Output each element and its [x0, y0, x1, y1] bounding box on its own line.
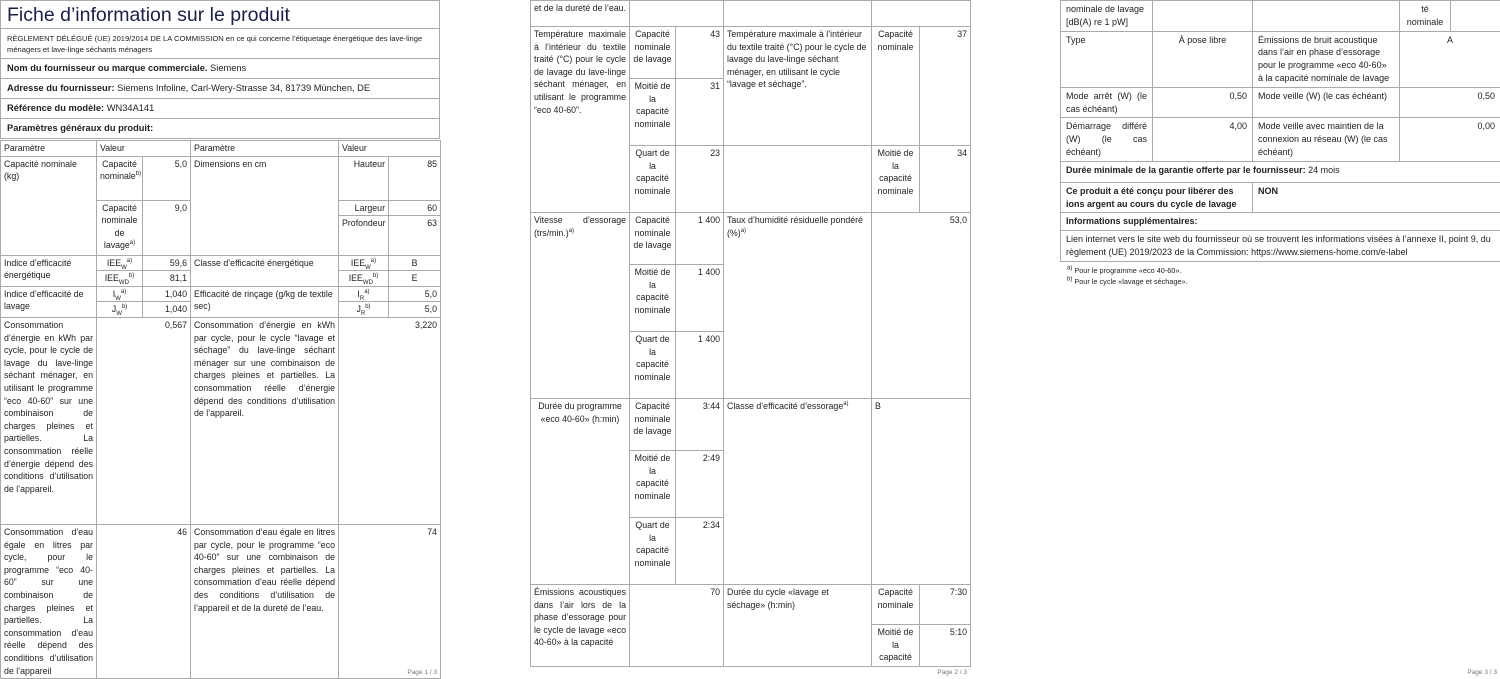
page-number: Page 1 / 3 — [407, 668, 437, 676]
dimensions-label: Dimensions en cm — [191, 156, 339, 255]
noise-class-label: Émissions de bruit acoustique dans l’air en phase d’essorage pour le programme «eco 40-60» à la capacité nominale de lavage — [1253, 31, 1400, 87]
page-3 — [1060, 0, 1500, 679]
temp-dry-value: 37 — [920, 27, 971, 146]
temp-value: 31 — [676, 79, 724, 146]
warranty-row — [1061, 161, 1500, 182]
warranty-value: 24 mois — [1308, 164, 1340, 175]
width-depth-values — [389, 200, 441, 255]
temp-sub-label: Quart de la capacité nominale — [630, 146, 676, 213]
duration-value: 3:44 — [676, 399, 724, 451]
width-label: Largeur — [339, 201, 388, 217]
table-row — [531, 1, 971, 27]
depth-value: 63 — [427, 218, 437, 229]
class-wd-symbol: $IEE_{WD}^{b)}$ — [339, 271, 389, 287]
duration-sub-label: Moitié de la capacité nominale — [630, 451, 676, 518]
energy-wash-value: 0,567 — [97, 317, 191, 524]
general-params-line — [0, 119, 440, 139]
model-line — [0, 99, 440, 119]
spin-value: 1 400 — [676, 332, 724, 399]
jr-value: 5,0 — [389, 302, 441, 318]
noise-value: 70 — [630, 585, 724, 667]
energy-dry-label: Consommation d’énergie en kWh par cycle, pour le cycle “lavage et séchage” du lave-linge séchant ménager sur une combinaison de charges pleines et partielles. La consommation réelle d’énergie dépend des conditions d’utilisation de l’appareil. — [191, 317, 339, 524]
supplier-label: Nom du fournisseur ou marque commerciale. — [7, 63, 208, 73]
width-value: 60 — [389, 201, 440, 217]
moisture-label: Taux d’humidité résiduelle pondéré (%)$^{a)}$ — [724, 213, 872, 399]
general-params-label: Paramètres généraux du produit: — [7, 123, 154, 133]
water-wash-value: 46 — [97, 524, 191, 678]
class-w-value: B — [389, 255, 441, 271]
iw-value: 1,040 — [143, 286, 191, 302]
additional-info-label: Informations supplémentaires: — [1061, 213, 1500, 231]
spin-sub-label: Capacité nominale de lavage — [630, 213, 676, 265]
capacity-label: Capacité nominale (kg) — [1, 156, 97, 255]
jr-symbol: $J_R^{b)}$ — [339, 302, 389, 318]
ir-symbol: $I_R^{a)}$ — [339, 286, 389, 302]
temp-wash-label: Température maximale à l’intérieur du textile traité (°C) pour le cycle de lavage du lave-linge séchant ménager, en utilisant le programme “eco 40-60”. — [531, 27, 630, 213]
table-row — [1061, 31, 1500, 87]
cycle-value: 5:10 — [920, 625, 971, 667]
table-row — [1, 317, 441, 524]
supplier-line — [0, 59, 440, 79]
capacity-sub-label: Capacité nominale$^{b)}$ — [97, 156, 143, 200]
silver-ions-label: Ce produit a été conçu pour libérer des ions argent au cours du cycle de lavage — [1061, 182, 1253, 213]
network-standby-value: 0,00 — [1400, 118, 1500, 161]
noise-class-value: A — [1400, 31, 1500, 87]
capacity-wash-sub-label: Capacité nominale de lavage$^{a)}$ — [97, 200, 143, 255]
model-value: WN34A141 — [106, 103, 155, 113]
type-label: Type — [1061, 31, 1153, 87]
programme-duration-label: Durée du programme «eco 40-60» (h:min) — [531, 399, 630, 585]
delay-start-value: 4,00 — [1153, 118, 1253, 161]
table-row — [1061, 231, 1500, 262]
temp-sub-label: Moitié de la capacité nominale — [630, 79, 676, 146]
spin-class-value: B — [872, 399, 971, 585]
table-row — [531, 399, 971, 451]
noise-unit-carry: nominale de lavage [dB(A) re 1 pW] — [1061, 1, 1153, 32]
iee-label: Indice d’efficacité énergétique — [1, 255, 97, 286]
page-title: Fiche d’information sur le produit — [0, 0, 440, 29]
temp-value: 43 — [676, 27, 724, 79]
duration-value: 2:34 — [676, 518, 724, 585]
address-label: Adresse du fournisseur: — [7, 83, 115, 93]
page-number: Page 2 / 3 — [937, 668, 967, 676]
water-wash-label: Consommation d’eau égale en litres par cycle, pour le programme “eco 40-60” sur une combinaison de charges pleines et partielles. La consommation d’eau réelle dépend des conditions d’utilisation de l’appareil — [1, 524, 97, 678]
table-row — [1, 255, 441, 271]
regulation-text: RÈGLEMENT DÉLÉGUÉ (UE) 2019/2014 DE LA COMMISSION en ce qui concerne l’étiquetage énergétique des lave-linge ménagers et lave-linge séchants ménagers — [0, 29, 440, 59]
spin-class-label: Classe d’efficacité d’essorage$^{a)}$ — [724, 399, 872, 585]
water-dry-label: Consommation d’eau égale en litres par cycle, pour le programme “eco 40-60” sur une combinaison de charges pleines et partielles. La consommation d’eau réelle dépend des conditions d’utilisation de l’appareil et de la dureté de l’eau. — [191, 524, 339, 678]
jw-symbol: $J_W^{b)}$ — [97, 302, 143, 318]
parameters-table — [0, 140, 441, 679]
water-dry-value: 74 — [339, 524, 441, 678]
table-row — [1, 286, 441, 302]
parameters-table-continued — [530, 0, 971, 667]
temp-value: 23 — [676, 146, 724, 213]
table-row — [1061, 1, 1500, 32]
iee-w-value: 59,6 — [143, 255, 191, 271]
class-wd-value: E — [389, 271, 441, 287]
network-standby-label: Mode veille avec maintien de la connexion au réseau (W) (le cas échéant) — [1253, 118, 1400, 161]
iee-wd-symbol: $IEE_{WD}^{b)}$ — [97, 271, 143, 287]
ir-value: 5,0 — [389, 286, 441, 302]
delay-start-label: Démarrage différé (W) (le cas échéant) — [1061, 118, 1153, 161]
silver-ions-value: NON — [1253, 182, 1500, 213]
table-row — [1061, 87, 1500, 118]
jw-value: 1,040 — [143, 302, 191, 318]
spin-value: 1 400 — [676, 265, 724, 332]
page-number: Page 3 / 3 — [1467, 668, 1497, 676]
spin-sub-label: Quart de la capacité nominale — [630, 332, 676, 399]
cycle-duration-label: Durée du cycle «lavage et séchage» (h:min) — [724, 585, 872, 667]
page-2 — [530, 0, 970, 679]
noise-label: Émissions acoustiques dans l’air lors de la phase d’essorage pour le cycle de lavage «eco 40-60» à la capacité — [531, 585, 630, 667]
cycle-value: 7:30 — [920, 585, 971, 625]
footnote-b: $^{b)}$ Pour le cycle «lavage et séchage». — [1067, 276, 1188, 286]
cycle-sub-label: Moitié de la capacité — [872, 625, 920, 667]
footnotes — [1060, 262, 1500, 290]
warranty-label: Durée minimale de la garantie offerte par le fournisseur: — [1066, 164, 1306, 175]
table-row — [1061, 213, 1500, 231]
iee-wd-value: 81,1 — [143, 271, 191, 287]
depth-label: Profondeur — [342, 218, 386, 229]
standby-value: 0,50 — [1400, 87, 1500, 118]
table-row — [1, 524, 441, 678]
model-label: Référence du modèle: — [7, 103, 105, 113]
header-value-1: Valeur — [97, 141, 191, 157]
spin-sub-label: Moitié de la capacité nominale — [630, 265, 676, 332]
duration-sub-label: Capacité nominale de lavage — [630, 399, 676, 451]
capacity-value: 5,0 — [143, 156, 191, 200]
table-row — [531, 27, 971, 79]
additional-info-text: Lien internet vers le site web du fournisseur où se trouvent les informations visées à l’annexe II, point 9, du règlement (UE) 2019/2023 de la Commission: https://www.siemens-home.com/e-label — [1061, 231, 1500, 262]
spin-speed-label: Vitesse d’essorage $(trs/\min.)^{a)}$ — [531, 213, 630, 399]
iee-w-symbol: $IEE_W^{a)}$ — [97, 255, 143, 271]
temp-dry-value: 34 — [920, 146, 971, 213]
temp-dry-sub-label: Capacité nominale — [872, 27, 920, 146]
table-header-row — [1, 141, 441, 157]
wash-index-label: Indice d’efficacité de lavage — [1, 286, 97, 317]
parameters-table-end — [1060, 0, 1500, 262]
cycle-sub-label: Capacité nominale — [872, 585, 920, 625]
capacity-carry: té nominale — [1400, 1, 1451, 32]
carry-over-text: et de la dureté de l’eau. — [531, 1, 630, 27]
moisture-value: 53,0 — [872, 213, 971, 399]
table-row — [1061, 182, 1500, 213]
table-row — [1061, 161, 1500, 182]
page-1 — [0, 0, 440, 679]
supplier-value: Siemens — [210, 63, 247, 73]
footnote-a: $^{a)}$ Pour le programme «eco 40-60». — [1067, 265, 1182, 275]
temp-dry-sub-label: Moitié de la capacité nominale — [872, 146, 920, 213]
address-line — [0, 79, 440, 99]
capacity-wash-value: 9,0 — [143, 200, 191, 255]
energy-class-label: Classe d’efficacité énergétique — [191, 255, 339, 286]
off-mode-value: 0,50 — [1153, 87, 1253, 118]
header-parameter-1: Paramètre — [1, 141, 97, 157]
header-value-2: Valeur — [339, 141, 441, 157]
duration-sub-label: Quart de la capacité nominale — [630, 518, 676, 585]
table-row — [531, 585, 971, 625]
table-row — [1061, 118, 1500, 161]
address-value: Siemens Infoline, Carl-Wery-Strasse 34, 81739 München, DE — [117, 83, 371, 93]
temp-dry-label: Température maximale à l’intérieur du textile traité (°C) pour le cycle de lavage du lave-linge séchant ménager, en utilisant le cycle “lavage et séchage”. — [724, 27, 872, 146]
height-label: Hauteur — [339, 156, 389, 200]
spin-value: 1 400 — [676, 213, 724, 265]
table-row — [1, 156, 441, 200]
standby-label: Mode veille (W) (le cas échéant) — [1253, 87, 1400, 118]
class-w-symbol: $IEE_W^{a)}$ — [339, 255, 389, 271]
type-value: À pose libre — [1153, 31, 1253, 87]
height-value: 85 — [389, 156, 441, 200]
rinse-label: Efficacité de rinçage (g/kg de textile sec) — [191, 286, 339, 317]
width-depth-labels — [339, 200, 389, 255]
off-mode-label: Mode arrêt (W) (le cas échéant) — [1061, 87, 1153, 118]
energy-dry-value: 3,220 — [339, 317, 441, 524]
header-parameter-2: Paramètre — [191, 141, 339, 157]
energy-wash-label: Consommation d’énergie en kWh par cycle, pour le cycle de lavage du lave-linge séchant ménager, en utilisant le programme “eco 40-60” sur une combinaison de charges pleines et partielles. La consommation réelle d’énergie dépend des conditions d’utilisation de l’appareil. — [1, 317, 97, 524]
temp-sub-label: Capacité nominale de lavage — [630, 27, 676, 79]
duration-value: 2:49 — [676, 451, 724, 518]
table-row — [531, 213, 971, 265]
iw-symbol: $I_W^{a)}$ — [97, 286, 143, 302]
